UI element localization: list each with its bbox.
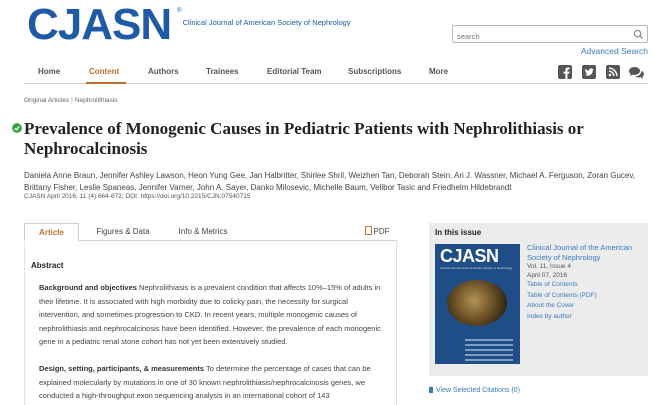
cover-title: CJASN (440, 246, 499, 266)
index-by-author-link[interactable]: Index by author (527, 312, 572, 320)
cover-text-lines (465, 339, 513, 364)
facebook-icon[interactable] (558, 65, 572, 79)
issue-journal-link[interactable]: Clinical Journal of the American Society of Nephrology (527, 243, 633, 262)
citation-doi: CJASN April 2016, 11 (4) 664-672; DOI: https://doi.org/10.2215/CJN.07540715 (24, 193, 251, 200)
main-nav (24, 62, 648, 84)
breadcrumb-original-articles[interactable]: Original Articles (24, 97, 70, 104)
abstract-design (39, 362, 387, 403)
rss-icon[interactable] (606, 65, 620, 79)
nav-trainees[interactable]: Trainees (206, 67, 239, 76)
journal-logo[interactable] (27, 0, 351, 49)
logo-text: CJASN (27, 0, 172, 49)
tab-figures-data[interactable]: Figures & Data (96, 227, 150, 236)
issue-volume: Vol. 11, Issue 4 (527, 263, 571, 270)
issue-date: April 07, 2016 (527, 272, 568, 279)
article-body (24, 242, 397, 405)
abstract-background-text: Nephrolithiasis is a prevalent condition that affects 10%–15% of adults in their lifetime. It is associated with high morbidity due to colicky pain, the necessity for surgical intervention, and sometimes progression to CKD. In recent years, multiple monogenic causes of nephrolithiasis and nephrocalcinosis have been identified. However, the prevalence of each monogenic gene in a pediatric renal stone cohort has not yet been extensively studied. (39, 283, 381, 346)
nav-editorial-team[interactable]: Editorial Team (267, 67, 322, 76)
issue-cover-image[interactable] (435, 244, 520, 364)
in-this-issue-panel (429, 223, 648, 376)
abstract-background-label: Background and objectives (39, 283, 137, 292)
article-tabs (24, 223, 397, 241)
tab-info-metrics[interactable]: Info & Metrics (178, 227, 228, 236)
nav-content[interactable]: Content (89, 67, 120, 76)
search-box (452, 25, 648, 43)
tab-pdf[interactable] (357, 223, 397, 241)
nav-active-indicator (86, 82, 126, 84)
nav-more[interactable]: More (429, 67, 449, 76)
article-title-row (12, 119, 652, 159)
pdf-icon (365, 226, 372, 235)
abstract-heading: Abstract (31, 261, 64, 270)
cover-artwork (447, 280, 507, 326)
author-list[interactable]: Daniela Anne Braun, Jennifer Ashley Lawson, Heon Yung Gee, Jan Halbritter, Shirlee Shril, Weizhen Tan, Deborah Stein, Ari J. Wassner, Michael A. Ferguson, Zoran Gucev, Brittany Fisher, Leslie Spaneas, Jennifer Varner, John A. Sayer, Danko Milosevic, Michelle Baum, Velibor Tasic and Friedhelm Hildebrandt (24, 171, 635, 192)
bookmark-icon (429, 387, 433, 393)
toc-link[interactable]: Table of Contents (527, 281, 578, 288)
page-title: Prevalence of Monogenic Causes in Pediatric Patients with Nephrolithiasis or Nephrocalcinosis (24, 119, 584, 158)
check-icon (12, 123, 22, 133)
issue-info (527, 243, 645, 322)
view-citations-link[interactable] (429, 387, 520, 394)
toc-pdf-link[interactable]: Table of Contents (PDF) (527, 291, 597, 299)
comments-icon[interactable] (628, 65, 644, 79)
abstract-design-text: To determine the percentage of cases that can be explained molecularly by mutations in one of 30 known nephrolithiasis/nephrocalcinosis genes, we conducted a high-throughput exon sequencing analysis in an international cohort of 143 (39, 364, 371, 400)
view-citations-label: View Selected Citations (0) (436, 387, 520, 394)
tab-article[interactable]: Article (24, 223, 79, 241)
in-this-issue-heading: In this issue (435, 228, 482, 237)
nav-home[interactable]: Home (38, 67, 61, 76)
twitter-icon[interactable] (582, 65, 596, 79)
nav-subscriptions[interactable]: Subscriptions (348, 67, 402, 76)
about-cover-link[interactable]: About the Cover (527, 302, 574, 309)
logo-subtitle: Clinical Journal of American Society of Nephrology (182, 17, 351, 27)
advanced-search-link[interactable]: Advanced Search (580, 46, 648, 56)
breadcrumb: Original Articles | Nephrolithiasis (24, 97, 118, 104)
nav-authors[interactable]: Authors (148, 67, 179, 76)
abstract-design-label: Design, setting, participants, & measurements (39, 364, 205, 373)
search-icon[interactable] (633, 29, 644, 40)
cover-subtitle: Clinical Journal of the American Society of Nephrology (440, 266, 513, 270)
search-input[interactable] (453, 29, 623, 45)
logo-trademark: ® (177, 8, 182, 14)
breadcrumb-nephrolithiasis[interactable]: Nephrolithiasis (74, 97, 118, 104)
abstract-background (39, 281, 387, 349)
tab-pdf-label: PDF (373, 227, 390, 236)
